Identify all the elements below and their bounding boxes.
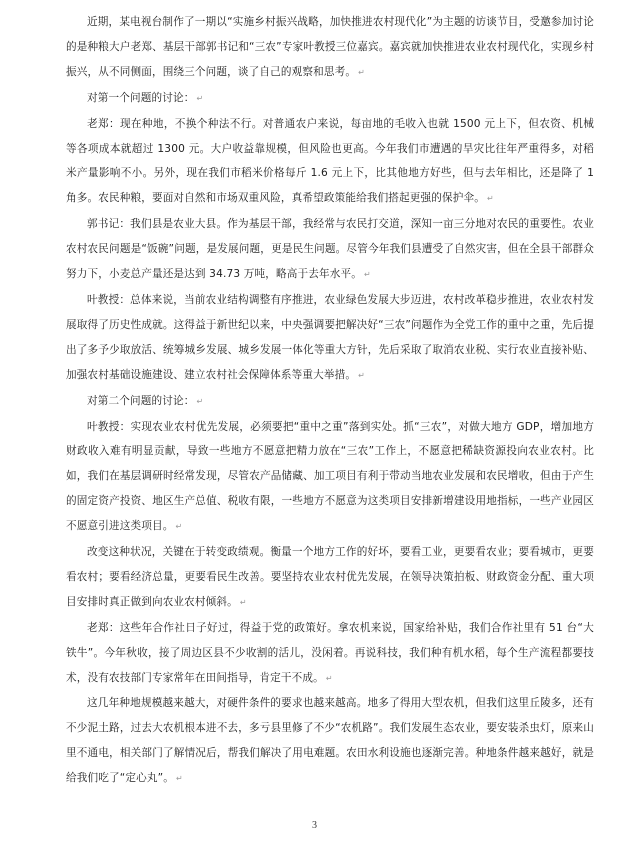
- paragraph-mark: ↵: [196, 93, 204, 103]
- section-heading-first-question: [66, 86, 594, 112]
- paragraph-mark: ↵: [175, 522, 183, 532]
- paragraph-lao-zheng-3: [66, 691, 594, 792]
- paragraph-text: 老郑：这些年合作社日子好过，得益于党的政策好。拿农机来说，国家给补贴，我们合作社里有 51 台“大铁牛”。今年秋收，接了周边区县不少收割的活儿，没闲着。再说科技，我们种有机水稻，每个生产流程都要技术，没有农技部门专家常年在田间指导，肯定干不成。: [66, 621, 594, 684]
- paragraph-text: 近期，某电视台制作了一期以“实施乡村振兴战略，加快推进农村现代化”为主题的访谈节目，受邀参加讨论的是种粮大户老郑、基层干部郭书记和“三农”专家叶教授三位嘉宾。嘉宾就加快推进农业农村现代化，实现乡村振兴，从不同侧面，围绕三个问题，谈了自己的观察和思考。: [66, 16, 594, 78]
- paragraph-ye-jiaoshou-1: [66, 288, 594, 389]
- paragraph-mark: ↵: [358, 67, 365, 77]
- page-number: 3: [312, 820, 317, 831]
- document-body: [66, 10, 594, 792]
- paragraph-text: 郭书记：我们县是农业大县。作为基层干部，我经常与农民打交道，深知一亩三分地对农民的重要性。农业农村农民问题是“饭碗”问题，是发展问题，更是民生问题。尽管今年我们县遭受了自然灾害，但在全县干部群众努力下，小麦总产量还是达到 34.73 万吨，略高于去年水平。: [66, 218, 594, 281]
- intro-paragraph: [66, 10, 594, 86]
- paragraph-mark: ↵: [325, 673, 333, 683]
- paragraph-text: 叶教授：实现农业农村优先发展，必须要把“重中之重”落到实处。抓“三农”，对做大地方 GDP，增加地方财政收入难有明显贡献，导致一些地方不愿意把精力放在“三农”工作上，不愿意把稀缺资源投向农业农村。比如，我们在基层调研时经常发现，尽管农产品储藏、加工项目有利于带动当地农业发展和农民增收，但由于产生的固定资产投资、地区生产总值、税收有限，一些地方不愿意为这类项目安排新增建设用地指标，一些产业园区不愿意引进这类项目。: [66, 420, 594, 533]
- paragraph-text: 老郑：现在种地，不换个种法不行。对普通农户来说，每亩地的毛收入也就 1500 元上下，但农资、机械等各项成本就超过 1300 元。大户收益靠规模，但风险也更高。今年我们市遭遇的旱灾比往年严重得多，对稻米产量影响不小。另外，现在我们市稻米价格每斤 1.6 元上下，比其他地方好些，但与去年相比，还是降了 1 角多。农民种粮，要面对自然和市场双重风险，真希望政策能给我们搭起更强的保护伞。: [66, 117, 594, 205]
- paragraph-ye-jiaoshou-2: [66, 415, 594, 541]
- paragraph-mark: ↵: [487, 194, 494, 204]
- paragraph-mark: ↵: [239, 597, 247, 607]
- paragraph-mark: ↵: [358, 370, 365, 380]
- paragraph-guo-shuji: [66, 212, 594, 288]
- paragraph-text: 对第二个问题的讨论：: [87, 394, 195, 407]
- section-heading-second-question: [66, 389, 594, 415]
- paragraph-mark: ↵: [196, 396, 204, 406]
- paragraph-mark: ↵: [175, 774, 183, 784]
- paragraph-lao-zheng-1: [66, 112, 594, 213]
- paragraph-lao-zheng-2: [66, 616, 594, 692]
- paragraph-text: 改变这种状况，关键在于转变政绩观。衡量一个地方工作的好坏，要看工业，更要看农业；要看城市，更要看农村；要看经济总量，更要看民生改善。要坚持农业农村优先发展，在领导决策拍板、财政资金分配、重大项目安排时真正做到向农业农村倾斜。: [66, 546, 594, 608]
- paragraph-text: 对第一个问题的讨论：: [87, 91, 195, 104]
- paragraph-zhengjiguan: [66, 540, 594, 616]
- paragraph-text: 叶教授：总体来说，当前农业结构调整有序推进，农业绿色发展大步迈进，农村改革稳步推进，农业农村发展取得了历史性成就。这得益于新世纪以来，中央强调要把解决好“三农”问题作为全党工作的重中之重，先后提出了多予少取放活、统筹城乡发展、城乡发展一体化等重大方针，先后采取了取消农业税、实行农业直接补贴、加强农村基础设施建设、建立农村社会保障体系等重大举措。: [66, 293, 594, 381]
- paragraph-text: 这几年种地规模越来越大，对硬件条件的要求也越来越高。地多了得用大型农机，但我们这里丘陵多，还有不少泥土路，过去大农机根本进不去，多亏县里修了不少“农机路”。我们发展生态农业，要安装杀虫灯，原来山里不通电，相关部门了解情况后，帮我们解决了用电难题。农田水利设施也逐渐完善。种地条件越来越好，就是给我们吃了“定心丸”。: [66, 697, 594, 785]
- paragraph-mark: ↵: [363, 270, 371, 280]
